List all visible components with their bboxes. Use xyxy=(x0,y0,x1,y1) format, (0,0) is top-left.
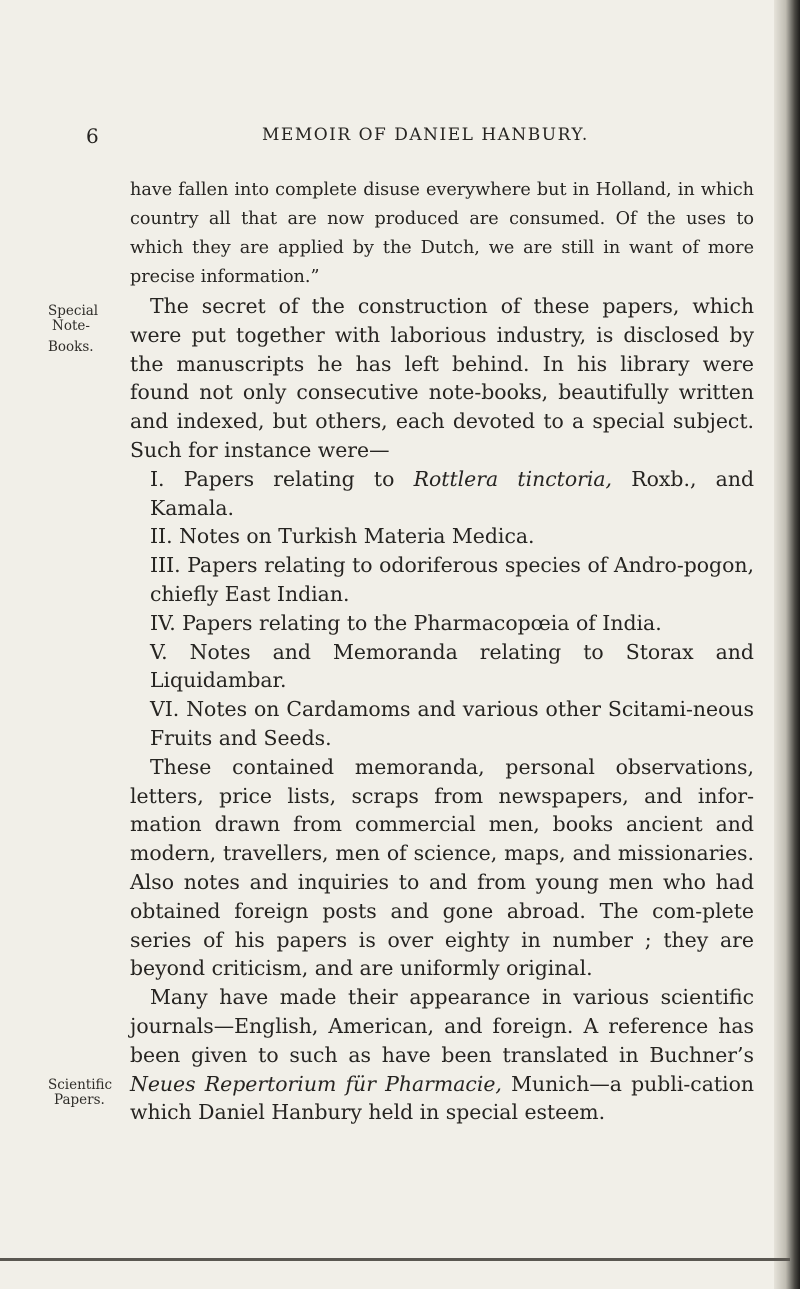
page-edge-shadow xyxy=(774,0,800,1289)
list-item: I. Papers relating to Rottlera tinctoria, Roxb., and Kamala. xyxy=(150,466,755,520)
margin-note-line: Books. xyxy=(48,339,94,355)
species-name: Rottlera tinctoria, xyxy=(413,466,613,491)
margin-note-special-note-books xyxy=(48,304,98,355)
paragraph-contained: These contained memoranda, personal observations, letters, price lists, scraps from newspapers, and infor-mation drawn from commercial men, books ancient and modern, travellers, men of science, maps, and missionaries. Also notes and inquiries to and from young men who had obtained foreign posts and gone abroad. The com-plete series of his papers is over eighty in number ; they are beyond criticism, and are uniformly original. xyxy=(130,754,754,981)
margin-note-line: Special xyxy=(48,303,99,319)
margin-note-line: Scientific xyxy=(48,1077,113,1093)
paragraph-secret: The secret of the construction of these papers, which were put together with laborious industry, is disclosed by the manuscripts he has left behind. In his library were found not only consecutive note-books, beautifully written and indexed, but others, each devoted to a special subject. Such for instance were— xyxy=(130,294,754,462)
list-item: II. Notes on Turkish Materia Medica. xyxy=(150,524,535,549)
margin-note-line: Note- xyxy=(52,318,90,334)
page-header xyxy=(86,124,726,154)
list-item: V. Notes and Memoranda relating to Storax and Liquidambar. xyxy=(150,639,754,693)
journal-title: Neues Repertorium für Pharmacie, xyxy=(130,1071,502,1096)
body-text xyxy=(130,176,754,1127)
margin-note-scientific-papers xyxy=(48,1078,112,1108)
list-item: VI. Notes on Cardamoms and various other Scitami-neous Fruits and Seeds. xyxy=(150,697,754,750)
list-item: III. Papers relating to odoriferous species of Andro-pogon, chiefly East Indian. xyxy=(150,553,754,606)
paragraph-many: Many have made their appearance in various scientific journals—English, American, and foreign. A reference has been given to such as have been translated in Buchner’s Neues Repertorium für Pharmacie, Munich—a publi-cation which Daniel Hanbury held in special esteem. xyxy=(130,985,754,1125)
margin-note-line: Papers. xyxy=(54,1092,105,1108)
bottom-rule xyxy=(0,1258,790,1261)
list-item: IV. Papers relating to the Pharmacopœia of India. xyxy=(150,610,662,635)
quote-end-paragraph: have fallen into complete disuse everywhere but in Holland, in which country all that are now produced are consumed. Of the uses to which they are applied by the Dutch, we are still in want of more precise information.” xyxy=(130,180,754,287)
page-number: 6 xyxy=(86,124,99,148)
running-title: MEMOIR OF DANIEL HANBURY. xyxy=(262,125,589,145)
